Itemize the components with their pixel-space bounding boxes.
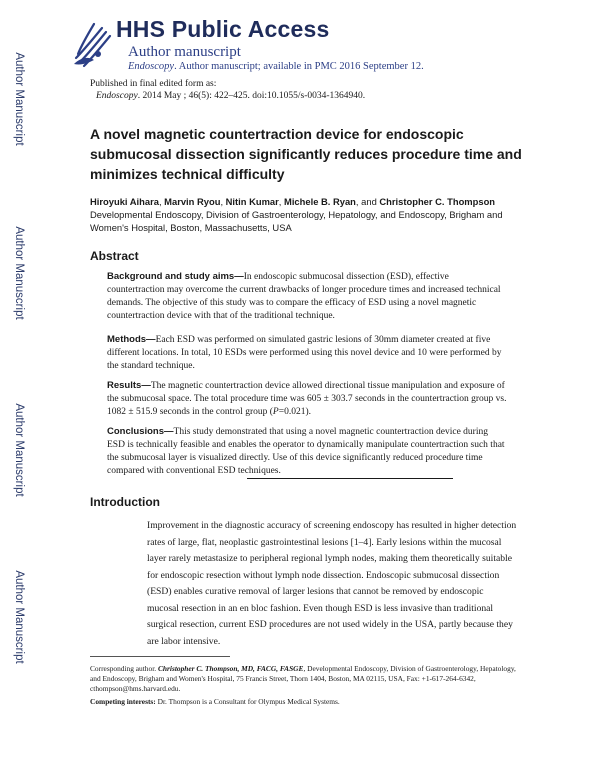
- hhs-eagle-icon: [68, 14, 118, 74]
- abstract-heading: Abstract: [90, 249, 139, 263]
- hhs-header: [68, 14, 538, 76]
- availability-text: . Author manuscript; available in PMC 2016 September 12.: [174, 61, 424, 72]
- side-label-4: Author Manuscript: [13, 570, 25, 664]
- side-label-1: Author Manuscript: [13, 52, 25, 146]
- introduction-heading: Introduction: [90, 495, 160, 509]
- divider: [247, 478, 453, 479]
- abstract-methods: Methods—Each ESD was performed on simulated gastric lesions of 30mm diameter created at five different locations. In total, 10 ESDs were performed using this novel device and 10 were performed by the standard technique.: [107, 334, 502, 371]
- abstract-background: Background and study aims—In endoscopic submucosal dissection (ESD), effective countertraction may overcome the current drawbacks of longer procedure times and increased technical demands. The objective of this study was to compare the efficacy of ESD using a novel magnetic countertraction device with that of the traditional technique.: [107, 271, 501, 321]
- pmc-availability: [128, 61, 424, 72]
- footnote-divider: [90, 656, 230, 657]
- article-title: A novel magnetic countertraction device for endoscopic submucosal dissection significantly reduces procedure time and minimizes technical difficulty: [90, 126, 522, 182]
- side-label-2: Author Manuscript: [13, 226, 25, 320]
- publication-info: [90, 78, 365, 102]
- author-list: Hiroyuki Aihara, Marvin Ryou, Nitin Kumar, Michele B. Ryan, and Christopher C. Thompson: [90, 196, 496, 207]
- competing-interests-note: Competing interests: Dr. Thompson is a Consultant for Olympus Medical Systems.: [90, 697, 340, 706]
- introduction-text: Improvement in the diagnostic accuracy of screening endoscopy has resulted in higher detection rates of large, flat, neoplastic gastrointestinal lesions [1–4]. Early lesions within the mucosal layer rarely metastasize to peripheral regional lymph nodes, making them theoretically suitable for endoscopic resection without lymph node dissection. Endoscopic submucosal dissection (ESD) enables curative removal of larger lesions that cannot be removed by endoscopic mucosal resection in an en bloc fashion. Even though ESD is less invasive than traditional surgical resection, current ESD procedures are not used widely in the USA, partly because they are labor intensive.: [147, 520, 517, 647]
- citation: Endoscopy. 2014 May ; 46(5): 422–425. doi:10.1055/s-0034-1364940.: [96, 91, 366, 101]
- author-manuscript-label: Author manuscript: [128, 44, 241, 60]
- affiliation: Developmental Endoscopy, Division of Gastroenterology, Hepatology, and Endoscopy, Brigham and Women's Hospital, Boston, Massachusetts, USA: [90, 209, 503, 233]
- corresponding-author-note: Corresponding author. Christopher C. Thompson, MD, FACG, FASGE, Developmental Endoscopy, Division of Gastroenterology, Hepatology, and Endoscopy, Brigham and Women's Hospital, 75 Francis Street, Thorn 1404, Boston, MA 02115, USA, Fax: +1-617-264-6342, cthompson@hms.harvard.edu.: [90, 664, 516, 693]
- side-label-3: Author Manuscript: [13, 403, 25, 497]
- hhs-title: HHS Public Access: [116, 16, 330, 42]
- abstract-results: Results—The magnetic countertraction device allowed directional tissue manipulation and exposure of the submucosal space. The total procedure time was 605 ± 303.7 seconds in the countertraction group vs. 1082 ± 515.9 seconds in the control group (P=0.021).: [107, 380, 507, 417]
- abstract-conclusions: Conclusions—This study demonstrated that using a novel magnetic countertraction device during ESD is technically feasible and enables the operator to dynamically manipulate countertraction such that the submucosal layer is visualized directly. Use of this device significantly reduced procedure time compared with conventional ESD techniques.: [107, 426, 505, 476]
- journal-name: Endoscopy: [128, 61, 175, 72]
- author-block: [90, 195, 530, 234]
- published-line: Published in final edited form as:: [90, 79, 217, 89]
